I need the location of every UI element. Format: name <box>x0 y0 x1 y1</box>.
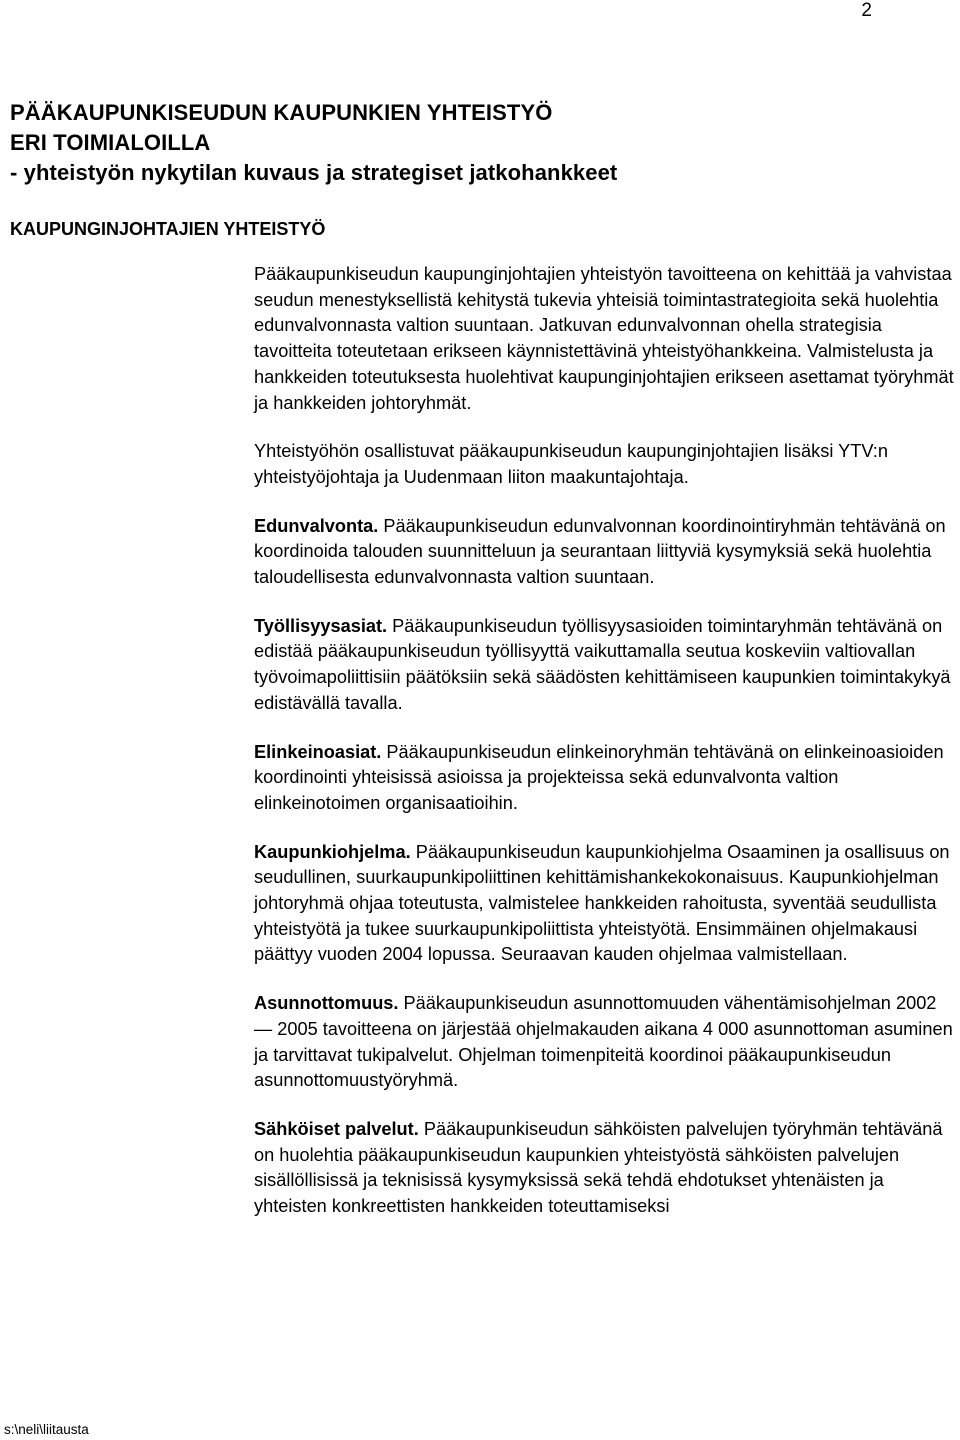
section-heading: KAUPUNGINJOHTAJIEN YHTEISTYÖ <box>10 219 326 239</box>
paragraph-text: Pääkaupunkiseudun elinkeinoryhmän tehtävänä on elinkeinoasioiden koordinointi yhteisissä asioissa ja projekteissa sekä edunvalvonta valtion elinkeinotoimen organisaatioihin. <box>254 741 944 813</box>
title-subtitle: - yhteistyön nykytilan kuvaus ja strategiset jatkohankkeet <box>10 160 618 185</box>
title-line-1: PÄÄKAUPUNKISEUDUN KAUPUNKIEN YHTEISTYÖ <box>10 100 553 125</box>
paragraph-text: Pääkaupunkiseudun edunvalvonnan koordinointiryhmän tehtävänä on koordinoida talouden suunnitteluun ja seurantaan liittyviä kysymyksiä sekä huolehtia taloudellisesta edunvalvonnasta valtion suuntaan. <box>254 515 946 588</box>
body-text-column <box>254 262 956 1243</box>
paragraph-asunnottomuus <box>254 991 956 1094</box>
paragraph-text: Pääkaupunkiseudun sähköisten palvelujen työryhmän tehtävänä on huolehtia pääkaupunkiseudun kaupunkien yhteistyöstä sähköisten palvelujen sisällöllisissä ja teknisissä kysymyksissä sekä tehdä ehdotukset yhtenäisten ja yhteisten konkreettisten hankkeiden toteuttamiseksi <box>254 1118 943 1217</box>
paragraph-kaupunkiohjelma <box>254 840 956 969</box>
paragraph-lead: Työllisyysasiat. <box>254 615 388 636</box>
paragraph-sahkoiset-palvelut <box>254 1117 956 1220</box>
paragraph-intro <box>254 262 956 416</box>
paragraph-tyollisyysasiat <box>254 614 956 717</box>
title-line-2: ERI TOIMIALOILLA <box>10 130 211 155</box>
paragraph-lead: Sähköiset palvelut. <box>254 1118 419 1139</box>
paragraph-participants <box>254 439 956 490</box>
page-number: 2 <box>861 0 872 21</box>
paragraph-text: Pääkaupunkiseudun kaupunkiohjelma Osaaminen ja osallisuus on seudullinen, suurkaupunkipoliittinen kehittämishankekokonaisuus. Kaupunkiohjelman johtoryhmä ohjaa toteutusta, valmistelee hankkeiden rahoitusta, syventää seudullista yhteistyötä ja tukee suurkaupunkipoliittista yhteistyötä. Ensimmäinen ohjelmakausi päättyy vuoden 2004 lopussa. Seuraavan kauden ohjelmaa valmistellaan. <box>254 841 950 965</box>
document-title <box>10 98 910 188</box>
paragraph-text: Pääkaupunkiseudun työllisyysasioiden toimintaryhmän tehtävänä on edistää pääkaupunkiseudun työllisyyttä vaikuttamalla seutua koskeviin valtiovallan työvoimapoliittisiin päätöksiin sekä säädösten kehittämiseen kaupunkien toimintakykyä edistävällä tavalla. <box>254 615 951 713</box>
paragraph-lead: Kaupunkiohjelma. <box>254 841 411 862</box>
paragraph-text: Pääkaupunkiseudun kaupunginjohtajien yhteistyön tavoitteena on kehittää ja vahvistaa seudun menestyksellistä kehitystä tukevia yhteisiä toimintastrategioita sekä huolehtia edunvalvonnasta valtion suuntaan. Jatkuvan edunvalvonnan ohella strategisia tavoitteita toteutetaan erikseen käynnistettävinä yhteistyöhankkeina. Valmistelusta ja hankkeiden toteutuksesta huolehtivat kaupunginjohtajien erikseen asettamat työryhmät ja hankkeiden johtoryhmät. <box>254 264 954 413</box>
paragraph-text: Yhteistyöhön osallistuvat pääkaupunkiseudun kaupunginjohtajien lisäksi YTV:n yhteistyöjohtaja ja Uudenmaan liiton maakuntajohtaja. <box>254 441 888 487</box>
paragraph-lead: Elinkeinoasiat. <box>254 741 382 762</box>
paragraph-elinkeinoasiat <box>254 740 956 817</box>
footer-file-path: s:\neli\liitausta <box>4 1422 89 1437</box>
paragraph-lead: Asunnottomuus. <box>254 993 399 1014</box>
paragraph-text: Pääkaupunkiseudun asunnottomuuden vähentämisohjelman 2002 — 2005 tavoitteena on järjestää ohjelmakauden aikana 4 000 asunnottoman asuminen ja tarvittavat tukipalvelut. Ohjelman toimenpiteitä koordinoi pääkaupunkiseudun asunnottomuustyöryhmä. <box>254 993 953 1091</box>
paragraph-lead: Edunvalvonta. <box>254 515 379 536</box>
paragraph-edunvalvonta <box>254 514 956 591</box>
